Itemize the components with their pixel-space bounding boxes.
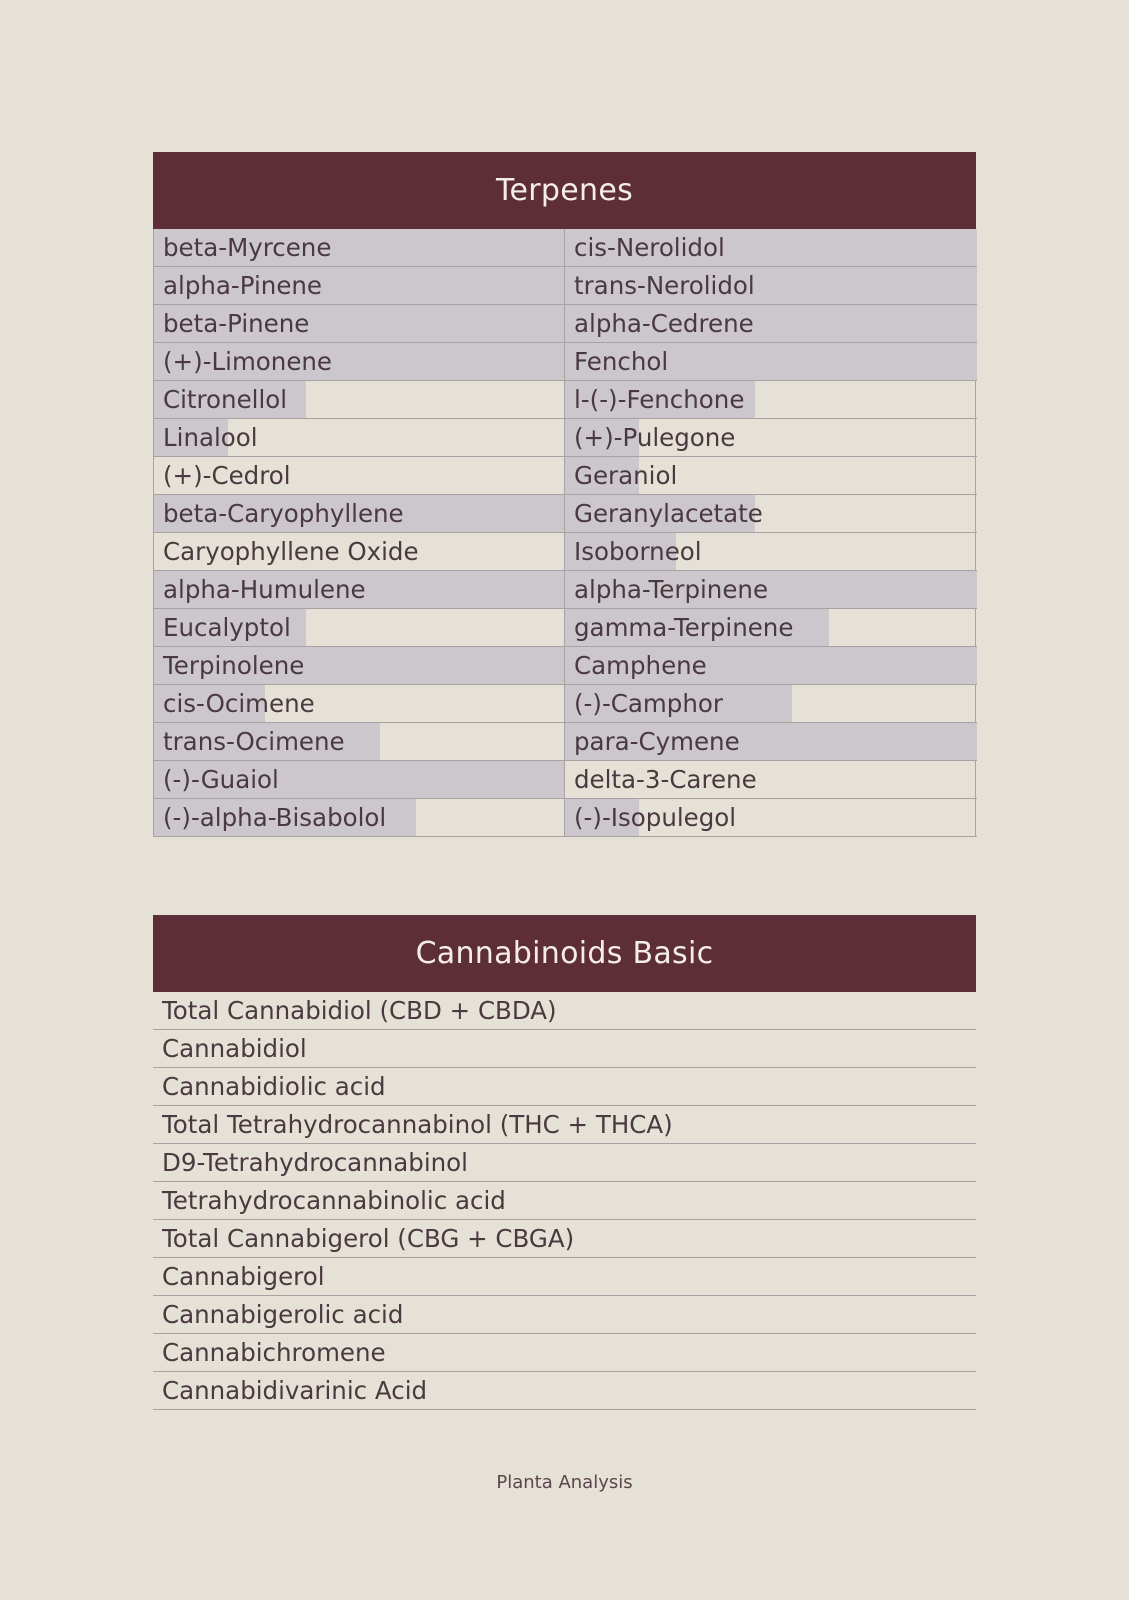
cannabinoid-row: Cannabidiolic acid <box>153 1068 976 1106</box>
terpene-cell <box>154 685 565 723</box>
terpene-label: (-)-Guaiol <box>163 765 279 794</box>
cannabinoid-row: Cannabichromene <box>153 1334 976 1372</box>
terpenes-table <box>153 152 976 837</box>
terpene-label: alpha-Cedrene <box>574 309 754 338</box>
terpenes-title: Terpenes <box>153 152 976 229</box>
terpene-cell <box>154 799 565 837</box>
cannabinoid-row: Cannabidiol <box>153 1030 976 1068</box>
terpene-label: Caryophyllene Oxide <box>163 537 419 566</box>
terpene-label: delta-3-Carene <box>574 765 757 794</box>
terpene-label: beta-Caryophyllene <box>163 499 404 528</box>
cannabinoid-row: Cannabidivarinic Acid <box>153 1372 976 1410</box>
terpene-cell <box>154 419 565 457</box>
cannabinoid-row: D9-Tetrahydrocannabinol <box>153 1144 976 1182</box>
terpene-label: (-)-Camphor <box>574 689 723 718</box>
cannabinoid-row: Cannabigerol <box>153 1258 976 1296</box>
terpene-label: (+)-Cedrol <box>163 461 291 490</box>
terpene-cell <box>154 761 565 799</box>
terpene-label: Geranylacetate <box>574 499 763 528</box>
terpene-cell <box>154 495 565 533</box>
terpene-cell <box>565 381 977 419</box>
terpene-label: (-)-alpha-Bisabolol <box>163 803 387 832</box>
terpene-label: (+)-Limonene <box>163 347 332 376</box>
terpene-cell <box>565 229 977 267</box>
terpene-label: cis-Ocimene <box>163 689 315 718</box>
terpene-label: cis-Nerolidol <box>574 233 725 262</box>
terpene-cell <box>565 419 977 457</box>
footer-brand: Planta Analysis <box>496 1472 633 1493</box>
terpene-label: (-)-Isopulegol <box>574 803 737 832</box>
terpene-cell <box>565 609 977 647</box>
terpene-cell <box>154 457 565 495</box>
terpene-label: Linalool <box>163 423 258 452</box>
terpene-cell <box>154 229 565 267</box>
terpenes-grid <box>153 229 976 837</box>
terpene-label: alpha-Humulene <box>163 575 366 604</box>
terpene-label: para-Cymene <box>574 727 740 756</box>
terpene-label: beta-Pinene <box>163 309 310 338</box>
terpene-cell <box>565 647 977 685</box>
terpene-label: gamma-Terpinene <box>574 613 794 642</box>
cannabinoid-row: Cannabigerolic acid <box>153 1296 976 1334</box>
terpene-label: Isoborneol <box>574 537 702 566</box>
terpene-cell <box>565 343 977 381</box>
cannabinoids-title: Cannabinoids Basic <box>153 915 976 992</box>
terpene-cell <box>565 571 977 609</box>
terpene-cell <box>565 685 977 723</box>
terpene-cell <box>565 305 977 343</box>
terpene-cell <box>154 381 565 419</box>
terpene-label: alpha-Pinene <box>163 271 322 300</box>
terpene-label: Fenchol <box>574 347 669 376</box>
terpene-cell <box>154 533 565 571</box>
cannabinoid-row: Total Cannabigerol (CBG + CBGA) <box>153 1220 976 1258</box>
terpene-cell <box>154 609 565 647</box>
terpene-label: beta-Myrcene <box>163 233 332 262</box>
terpene-cell <box>154 267 565 305</box>
terpene-label: Citronellol <box>163 385 288 414</box>
terpene-label: Camphene <box>574 651 707 680</box>
terpene-cell <box>154 647 565 685</box>
terpene-cell <box>565 761 977 799</box>
terpene-label: trans-Nerolidol <box>574 271 755 300</box>
terpene-cell <box>565 267 977 305</box>
terpene-cell <box>565 533 977 571</box>
terpene-label: (+)-Pulegone <box>574 423 736 452</box>
terpene-label: l-(-)-Fenchone <box>574 385 745 414</box>
terpene-label: Eucalyptol <box>163 613 291 642</box>
terpene-cell <box>565 799 977 837</box>
terpene-label: Geraniol <box>574 461 678 490</box>
terpene-cell <box>154 343 565 381</box>
terpene-cell <box>565 495 977 533</box>
terpene-cell <box>565 723 977 761</box>
cannabinoid-row: Tetrahydrocannabinolic acid <box>153 1182 976 1220</box>
terpene-cell <box>154 305 565 343</box>
cannabinoid-row: Total Tetrahydrocannabinol (THC + THCA) <box>153 1106 976 1144</box>
terpene-label: Terpinolene <box>163 651 305 680</box>
cannabinoid-row: Total Cannabidiol (CBD + CBDA) <box>153 992 976 1030</box>
terpene-label: trans-Ocimene <box>163 727 345 756</box>
terpene-cell <box>154 723 565 761</box>
terpene-cell <box>565 457 977 495</box>
cannabinoids-table <box>153 915 976 1410</box>
cannabinoids-list <box>153 992 976 1410</box>
terpene-cell <box>154 571 565 609</box>
terpene-label: alpha-Terpinene <box>574 575 769 604</box>
